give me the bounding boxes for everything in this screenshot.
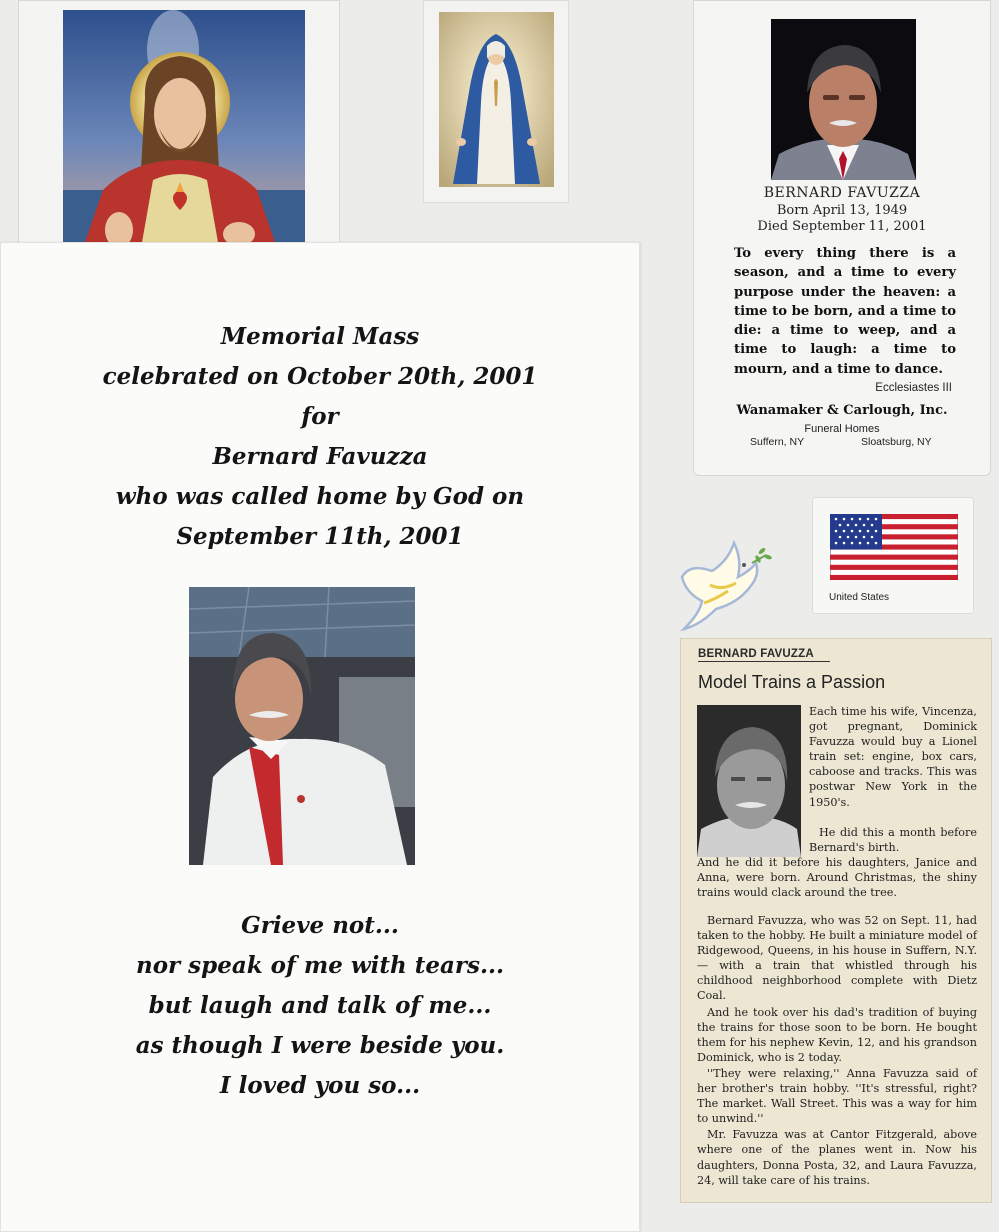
memorial-called-line: who was called home by God on: [115, 483, 525, 510]
memorial-booklet: [0, 242, 640, 1232]
scripture-verse: To every thing there is a season, and a time to every purpose under the heaven: a time to be born, and a time to die: a time to weep, and a time to laugh: a time to mourn, and a time to dance.: [734, 246, 956, 377]
poem-line-4: as though I were beside you.: [135, 1032, 505, 1059]
memorial-death-date-line: September 11th, 2001: [176, 523, 464, 550]
news-paragraph-6: ''They were relaxing,'' Anna Favuzza said of her brother's train hobby. ''It's stressful, right? The market. Wall Street. This was a way for him to unwind.'': [697, 1066, 977, 1126]
deceased-name: BERNARD FAVUZZA: [763, 185, 921, 201]
poem-line-5: I loved you so...: [219, 1072, 421, 1099]
poem-line-1: Grieve not...: [241, 912, 399, 939]
memorial-name-line: Bernard Favuzza: [212, 443, 428, 470]
death-date: Died September 11, 2001: [757, 219, 927, 234]
news-headline: Model Trains a Passion: [698, 672, 886, 692]
news-kicker: BERNARD FAVUZZA: [698, 648, 830, 662]
funeral-location-suffern: Suffern, NY: [750, 436, 805, 448]
mary-image: [439, 12, 554, 187]
mary-card: [423, 0, 569, 203]
scripture-reference: Ecclesiastes III: [875, 382, 952, 394]
flag-card: [812, 497, 974, 614]
sacred-heart-image: [63, 10, 305, 248]
poem-line-3: but laugh and talk of me...: [148, 992, 492, 1019]
us-flag-icon: [830, 514, 958, 580]
news-paragraph-2: He did this a month before Bernard's birth.: [809, 826, 977, 855]
birth-date: Born April 13, 1949: [776, 203, 908, 218]
dove-icon: [676, 533, 778, 635]
sacred-heart-card: [18, 0, 340, 248]
memorial-date-line: celebrated on October 20th, 2001: [102, 363, 538, 390]
prayer-card: [693, 0, 991, 476]
memorial-for-line: for: [301, 403, 339, 430]
memorial-title: Memorial Mass: [220, 323, 420, 350]
poem-line-2: nor speak of me with tears...: [135, 952, 505, 979]
funeral-location-sloatsburg: Sloatsburg, NY: [861, 436, 932, 448]
news-body: [697, 913, 977, 1188]
news-paragraph-3: And he did it before his daughters, Janice and Anna, were born. Around Christmas, the shiny trains would clack around the tree.: [697, 856, 977, 900]
memorial-photo: [189, 587, 415, 865]
prayer-card-photo: [771, 19, 916, 180]
flag-caption: United States: [829, 592, 890, 603]
news-paragraph-1: Each time his wife, Vincenza, got pregnant, Dominick Favuzza would buy a Lionel train set: engine, box cars, caboose and tracks. This was postwar New York in the 1950's.: [809, 705, 977, 809]
newspaper-clipping: [680, 638, 992, 1203]
news-paragraph-7: Mr. Favuzza was at Cantor Fitzgerald, above where one of the planes went in. Now his daughters, Donna Posta, 32, and Laura Favuzza, 24, will take care of his trains.: [697, 1128, 977, 1187]
news-paragraph-5: And he took over his dad's tradition of buying the trains for those soon to be born. He bought them for his nephew Kevin, 12, and his grandson Dominick, who is 2 today.: [697, 1005, 977, 1064]
funeral-home-name: Wanamaker & Carlough, Inc.: [736, 403, 948, 418]
news-paragraph-4: Bernard Favuzza, who was 52 on Sept. 11, had taken to the hobby. He built a miniature model of Ridgewood, Queens, in his house in Suffern, N.Y. — with a train that whistled through his childhood neighborhood complete with Dietz Coal.: [697, 914, 977, 1003]
news-photo: [697, 705, 801, 857]
funeral-home-label: Funeral Homes: [804, 423, 880, 435]
